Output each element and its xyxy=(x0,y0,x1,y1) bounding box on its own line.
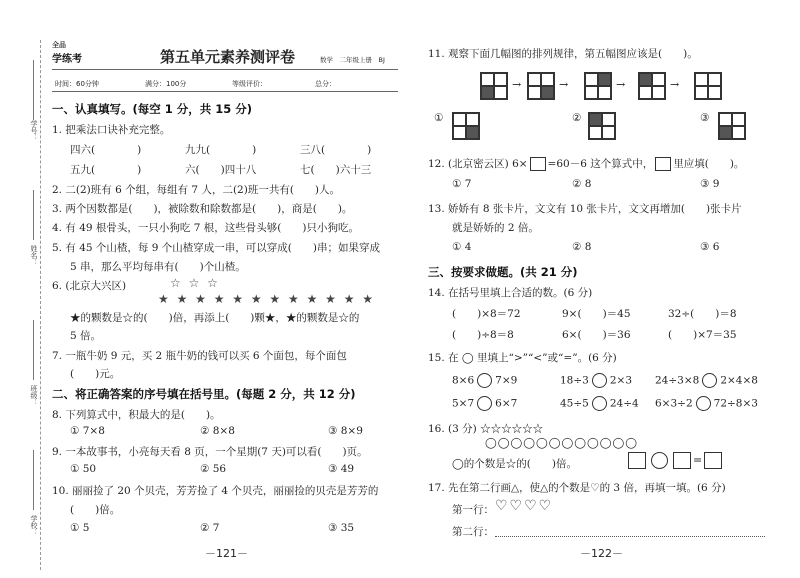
answer-box xyxy=(673,452,691,469)
q6-filled-stars: ★ ★ ★ ★ ★ ★ ★ ★ ★ ★ ★ ★ xyxy=(158,292,376,306)
margin-label-id: 学号： xyxy=(30,120,38,141)
margin-label-name: 姓名： xyxy=(30,245,38,266)
q15-compare xyxy=(452,396,517,411)
brand-logo xyxy=(52,40,90,66)
margin-line xyxy=(33,320,34,380)
compare-circle xyxy=(592,396,607,411)
question-6-cont: 5 倍。 xyxy=(70,330,102,342)
q1-item: 六( )四十八 xyxy=(185,164,257,176)
question-5: 5. 有 45 个山楂，每 9 个山楂穿成一串，可以穿成( )串；如果穿成 xyxy=(52,242,380,254)
question-14: 14. 在括号里填上合适的数。(6 分) xyxy=(428,287,593,299)
question-3: 3. 两个因数都是( )，被除数和除数都是( )，商是( )。 xyxy=(52,203,353,215)
q15-compare xyxy=(560,396,639,411)
answer-box xyxy=(704,452,722,469)
cut-line xyxy=(40,40,41,570)
compare-circle xyxy=(702,373,717,388)
q11-option-2-figure xyxy=(588,112,616,140)
answer-box xyxy=(628,452,646,469)
pattern-figure-3 xyxy=(584,72,612,100)
q14-item: ( )×7＝35 xyxy=(668,329,737,341)
header-rule xyxy=(52,69,398,70)
q15-compare xyxy=(655,373,758,388)
question-5-cont: 5 串，那么平均每串有( )个山楂。 xyxy=(70,261,246,273)
grade-label: 等级评价： xyxy=(232,80,267,88)
q9-option: ② 56 xyxy=(200,463,227,475)
pattern-figure-1 xyxy=(480,72,508,100)
q1-item: 七( )六十三 xyxy=(300,164,372,176)
q14-item: ( )×8＝72 xyxy=(452,308,521,320)
q12-text-c: 里应填( )。 xyxy=(673,158,745,170)
question-4: 4. 有 49 根骨头，一只小狗吃 7 根，这些骨头够( )只小狗吃。 xyxy=(52,222,359,234)
q15-left: 45÷5 xyxy=(560,397,589,410)
logo-main-text: 学练考 xyxy=(52,54,82,65)
q8-option: ③ 8×9 xyxy=(328,425,363,437)
header-rule-2 xyxy=(52,91,398,92)
q11-option-1-figure xyxy=(452,112,480,140)
question-12 xyxy=(428,156,744,171)
q14-item: ( )÷8＝8 xyxy=(452,329,514,341)
section-3-heading: 三、按要求做题。(共 21 分) xyxy=(428,265,578,279)
question-1: 1. 把乘法口诀补充完整。 xyxy=(52,124,171,136)
margin-label-school: 学校： xyxy=(30,515,38,536)
q15-right: 24÷4 xyxy=(609,397,639,410)
q10-option: ③ 35 xyxy=(328,522,355,534)
page-number-right: －122－ xyxy=(580,547,623,560)
equals-sign: = xyxy=(693,453,703,467)
q1-item: 三八( ) xyxy=(300,144,372,156)
margin-line xyxy=(33,60,34,120)
heart-icons: ♡♡♡♡ xyxy=(495,498,554,514)
q10-option: ① 5 xyxy=(70,522,90,534)
margin-label-class: 班级： xyxy=(30,385,38,406)
q16-circles: ◯◯◯◯◯◯◯◯◯◯◯◯ xyxy=(485,437,639,449)
pattern-figure-5-blank xyxy=(694,72,722,100)
q14-item: 9×( )＝45 xyxy=(562,308,631,320)
question-8: 8. 下列算式中，积最大的是( )。 xyxy=(52,409,221,421)
question-7-cont: ( )元。 xyxy=(70,368,121,380)
compare-circle xyxy=(477,396,492,411)
q11-option-label: ① xyxy=(434,112,444,124)
question-10-cont: ( )倍。 xyxy=(70,504,121,516)
q12-text-a: 12. (北京密云区) 6× xyxy=(428,158,528,170)
q16-equation xyxy=(626,452,724,469)
operator-circle xyxy=(651,452,668,469)
q12-option: ② 8 xyxy=(572,178,592,190)
pattern-figure-4 xyxy=(638,72,666,100)
q15-right: 72÷8×3 xyxy=(713,397,758,410)
binding-margin xyxy=(0,0,48,578)
q6-hollow-stars: ☆ ☆ ☆ xyxy=(170,276,220,290)
section-2-heading: 二、将正确答案的序号填在括号里。(每题 2 分，共 12 分) xyxy=(52,387,356,401)
q15-compare xyxy=(452,373,517,388)
q11-option-3-figure xyxy=(718,112,746,140)
q12-option: ① 7 xyxy=(452,178,472,190)
margin-line xyxy=(33,190,34,240)
arrow-icon: → xyxy=(512,78,522,91)
q12-box xyxy=(530,157,546,171)
q10-option: ② 7 xyxy=(200,522,220,534)
q13-option: ③ 6 xyxy=(700,241,720,253)
question-13-cont: 就是娇娇的 2 倍。 xyxy=(452,222,539,234)
q11-option-label: ③ xyxy=(700,112,710,124)
question-6-text: ★的颗数是☆的( )倍，再添上( )颗★，★的颗数是☆的 xyxy=(70,312,360,324)
q8-option: ① 7×8 xyxy=(70,425,105,437)
question-17: 17. 先在第二行画△，使△的个数是♡的 3 倍，再填一填。(6 分) xyxy=(428,482,726,494)
arrow-icon: → xyxy=(616,78,626,91)
arrow-icon: → xyxy=(670,78,680,91)
q14-item: 6×( )＝36 xyxy=(562,329,631,341)
logo-top-text: 全品 xyxy=(52,41,66,49)
q1-item: 五九( ) xyxy=(70,164,142,176)
q12-box-2 xyxy=(655,157,671,171)
row-2-label: 第二行： xyxy=(452,526,494,538)
q12-text-b: =60－6 这个算式中， xyxy=(547,158,654,170)
compare-circle xyxy=(592,373,607,388)
q15-left: 8×6 xyxy=(452,374,475,387)
q9-option: ③ 49 xyxy=(328,463,355,475)
q15-compare xyxy=(655,396,758,411)
pattern-figure-2 xyxy=(527,72,555,100)
q13-option: ① 4 xyxy=(452,241,472,253)
page-number-left: －121－ xyxy=(205,547,248,560)
section-1-heading: 一、认真填写。(每空 1 分，共 15 分) xyxy=(52,102,253,116)
row-1-label: 第一行： xyxy=(452,504,494,516)
q1-item: 九九( ) xyxy=(185,144,257,156)
question-16: 16. (3 分) ☆☆☆☆☆☆ xyxy=(428,423,544,435)
q11-option-label: ② xyxy=(572,112,582,124)
question-10: 10. 丽丽捡了 20 个贝壳，芳芳捡了 4 个贝壳，丽丽捡的贝壳是芳芳的 xyxy=(52,485,379,497)
q15-left: 6×3÷2 xyxy=(655,397,693,410)
q12-option: ③ 9 xyxy=(700,178,720,190)
q15-right: 2×4×8 xyxy=(720,374,758,387)
time-label: 时间：60分钟 xyxy=(55,80,99,88)
question-16-text: ◯的个数是☆的( )倍。 xyxy=(452,458,577,470)
question-13: 13. 娇娇有 8 张卡片，文文有 10 张卡片，文文再增加( )张卡片 xyxy=(428,203,742,215)
q13-option: ② 8 xyxy=(572,241,592,253)
q15-right: 7×9 xyxy=(495,374,518,387)
compare-circle xyxy=(477,373,492,388)
question-9: 9. 一本故事书，小亮每天看 8 页，一个星期(7 天)可以看( )页。 xyxy=(52,446,368,458)
question-2: 2. 二(2)班有 6 个组，每组有 7 人，二(2)班一共有( )人。 xyxy=(52,184,341,196)
q9-option: ① 50 xyxy=(70,463,97,475)
q15-left: 18÷3 xyxy=(560,374,589,387)
total-label: 总分： xyxy=(315,80,336,88)
q15-right: 2×3 xyxy=(609,374,633,387)
q14-item: 32÷( )＝8 xyxy=(668,308,737,320)
full-score-label: 满分：100分 xyxy=(145,80,187,88)
subject-label: 数学 二年级上册 BJ xyxy=(320,56,385,64)
question-7: 7. 一瓶牛奶 9 元，买 2 瓶牛奶的钱可以买 6 个面包，每个面包 xyxy=(52,350,347,362)
q8-option: ② 8×8 xyxy=(200,425,235,437)
page-title: 第五单元素养测评卷 xyxy=(160,48,296,66)
q15-right: 6×7 xyxy=(495,397,518,410)
q1-item: 四六( ) xyxy=(70,144,142,156)
row-2-answer-line[interactable] xyxy=(495,536,765,537)
question-15: 15. 在 ◯ 里填上“>”“<”或“=”。(6 分) xyxy=(428,352,617,364)
question-6: 6. (北京大兴区) xyxy=(52,280,127,292)
q15-left: 24÷3×8 xyxy=(655,374,700,387)
question-11: 11. 观察下面几幅图的排列规律，第五幅图应该是( )。 xyxy=(428,48,698,60)
q15-compare xyxy=(560,373,632,388)
compare-circle xyxy=(696,396,711,411)
q15-left: 5×7 xyxy=(452,397,475,410)
margin-line xyxy=(33,450,34,510)
arrow-icon: → xyxy=(559,78,569,91)
